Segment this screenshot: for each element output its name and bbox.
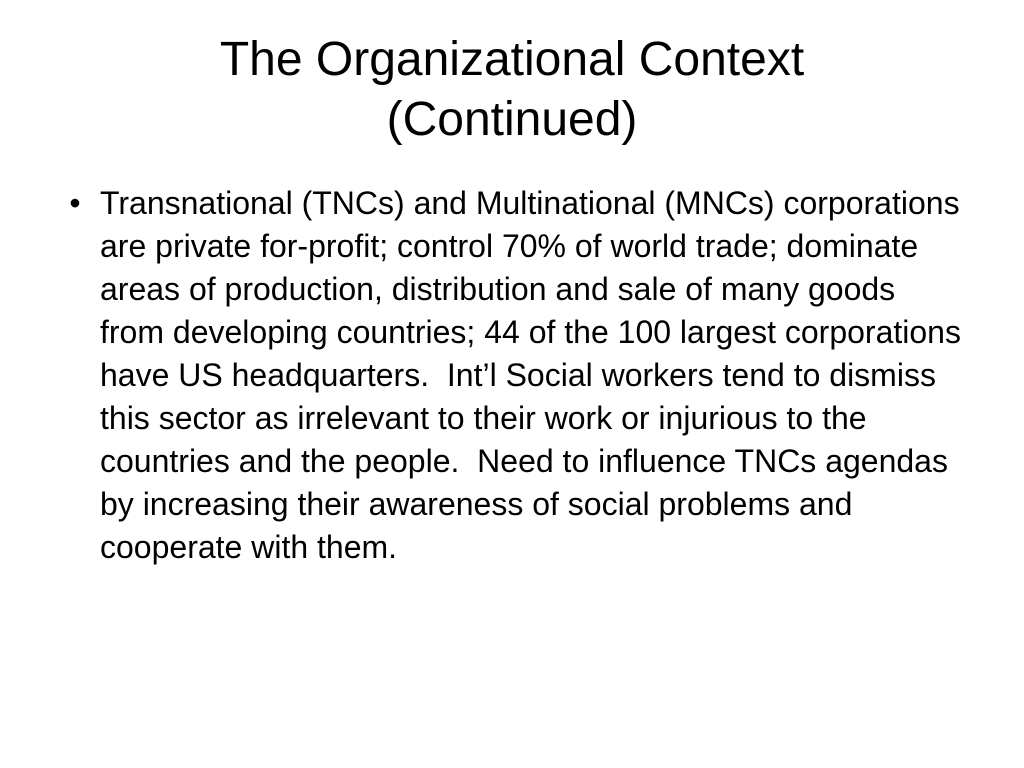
slide-title-line-1: The Organizational Context [219, 33, 805, 86]
slide-title-line-2: (Continued) [386, 93, 638, 146]
slide-title [60, 30, 964, 150]
bullet-list [60, 182, 970, 569]
bullet-item [60, 182, 970, 569]
bullet-text: Transnational (TNCs) and Multinational (MNCs) corporations are private for-profit; control 70% of world trade; dominate areas of production, distribution and sale of many goods from developing countries; 44 of the 100 largest corporations have US headquarters. Int’l Social workers tend to dismiss this sector as irrelevant to their work or injurious to the countries and the people. Need to influence TNCs agendas by increasing their awareness of social problems and cooperate with them. [100, 185, 970, 565]
bullet-symbol: • [69, 185, 81, 221]
